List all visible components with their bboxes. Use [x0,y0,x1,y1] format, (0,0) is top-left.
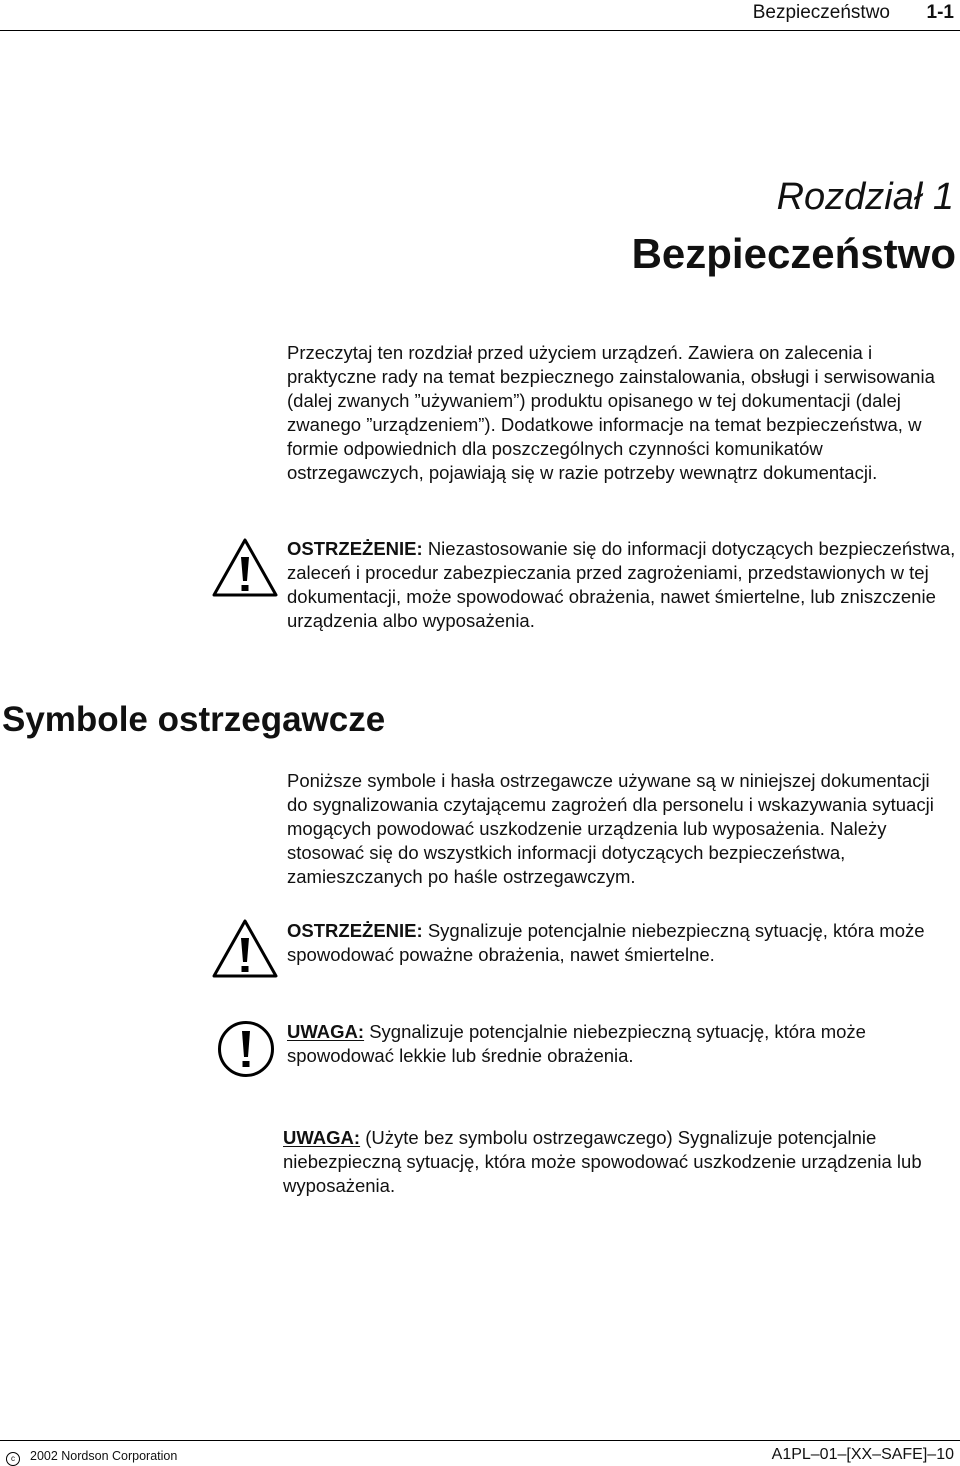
section-heading: Symbole ostrzegawcze [2,700,386,739]
warning-triangle-icon [211,917,279,979]
chapter-title: Bezpieczeństwo [631,230,956,277]
exclamation-circle-icon [217,1020,275,1078]
intro-paragraph: Przeczytaj ten rozdział przed użyciem urządzeń. Zawiera on zalecenia i praktyczne rady na temat bezpiecznego zainstalowania, obsługi i serwisowania (dalej zwanych ”używaniem”) produktu opisanego w tej dokumentacji (dalej zwanego ”urządzeniem”). Dodatkowe informacje na temat bezpieczeństwa, w formie odpowiednich dla poszczególnych czynności komunikatów ostrzegawczych, pojawiają się w razie potrzeby wewnątrz dokumentacji. [287,342,935,483]
footer-copyright [6,1449,177,1466]
warning-definition [287,919,947,967]
footer-document-code: A1PL–01–[XX–SAFE]–10 [771,1446,954,1463]
warning-label: OSTRZEŻENIE: [287,538,423,559]
note-definition-text: (Użyte bez symbolu ostrzegawczego) Sygnalizuje potencjalnie niebezpieczną sytuację, która może spowodować uszkodzenie urządzenia lub wyposażenia. [283,1127,922,1196]
copyright-icon: c [6,1452,20,1466]
copyright-text: 2002 Nordson Corporation [30,1449,178,1463]
caution-label: UWAGA: [287,1021,365,1042]
running-header [0,0,960,31]
caution-definition [287,1020,947,1068]
header-page-number: 1-1 [926,2,954,23]
header-section-title: Bezpieczeństwo [752,2,890,23]
warning-triangle-icon [211,536,279,598]
note-label: UWAGA: [283,1127,361,1148]
page-footer [0,1440,960,1466]
note-definition [283,1126,958,1198]
warning-intro [287,537,959,633]
warning-text: Niezastosowanie się do informacji dotyczących bezpieczeństwa, zaleceń i procedur zabezpieczania przed zagrożeniami, przedstawionych w tej dokumentacji, może spowodować obrażenia, nawet śmiertelne, lub zniszczenie urządzenia albo wyposażenia. [287,538,956,631]
warning-definition-text: Sygnalizuje potencjalnie niebezpieczną sytuację, która może spowodować poważne obrażenia, nawet śmiertelne. [287,920,925,965]
chapter-label: Rozdział 1 [776,176,954,218]
symbols-intro-paragraph: Poniższe symbole i hasła ostrzegawcze używane są w niniejszej dokumentacji do sygnalizowania czytającemu zagrożeń dla personelu i wskazywania sytuacji mogących powodować uszkodzenie urządzenia lub wyposażenia. Należy stosować się do wszystkich informacji dotyczących bezpieczeństwa, zamieszczanych po haśle ostrzegawczym. [287,770,934,887]
warning-label: OSTRZEŻENIE: [287,920,423,941]
caution-definition-text: Sygnalizuje potencjalnie niebezpieczną sytuację, która może spowodować lekkie lub średnie obrażenia. [287,1021,866,1066]
